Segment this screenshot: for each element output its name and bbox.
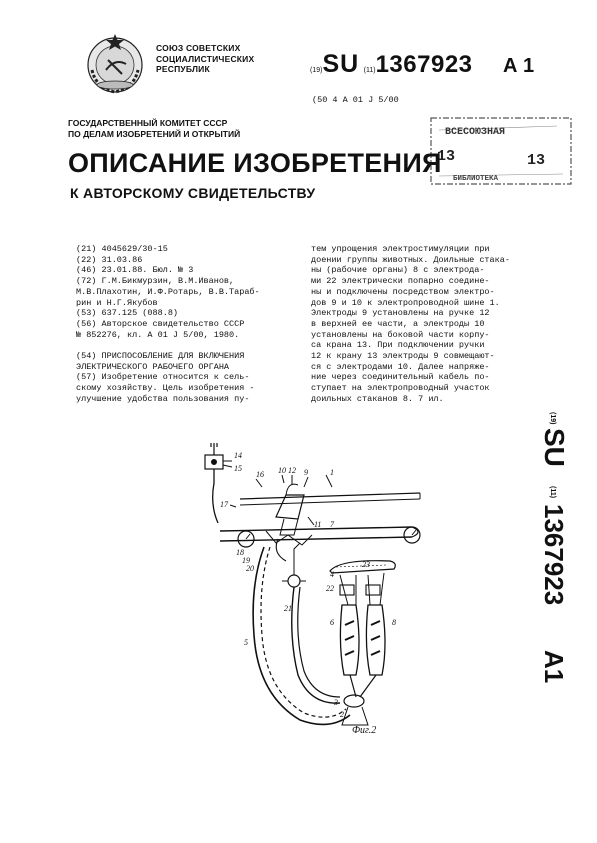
figure-label-7: 7 — [330, 520, 334, 529]
figure-label-8: 8 — [392, 618, 396, 627]
stamp-line-2: 13 — [437, 148, 456, 165]
figure-label-12: 12 — [288, 466, 296, 475]
publication-number — [310, 50, 534, 79]
abstract-line: доильных стаканов 8. 7 ил. — [311, 393, 444, 404]
figure-label-21: 21 — [284, 604, 292, 613]
figure-label-10: 10 — [278, 466, 286, 475]
figure-label-14: 14 — [234, 451, 242, 460]
figure-caption: Фиг.2 — [352, 725, 377, 736]
union-line: СОЦИАЛИСТИЧЕСКИХ — [156, 53, 255, 64]
patent-figure — [180, 435, 440, 740]
side-number-code: (11) — [549, 486, 556, 499]
abstract-line: ся с электродами 10. Далее напряже- — [311, 361, 490, 372]
stamp-line-1: ВСЕСОЮЗНАЯ — [445, 127, 506, 138]
union-line: РЕСПУБЛИК — [156, 64, 210, 74]
figure-label-22: 22 — [326, 584, 334, 593]
abstract-line: установлены на боковой части корпу- — [311, 329, 490, 340]
figure-label-17: 17 — [220, 500, 228, 509]
abstract-text — [311, 244, 551, 405]
document-title: ОПИСАНИЕ ИЗОБРЕТЕНИЯ — [68, 148, 442, 178]
stamp-line-3: 13 — [527, 152, 546, 169]
abstract-line: Электроды 9 установлены на ручке 12 — [311, 308, 490, 319]
figure-label-3: 3 — [334, 698, 338, 707]
biblio-line: № 852276, кл. А 01 J 5/00, 1980. — [76, 329, 240, 340]
figure-label-1: 1 — [330, 468, 334, 477]
committee-name — [68, 118, 240, 139]
figure-label-18: 18 — [236, 548, 244, 557]
biblio-line: улучшение удобства пользования пу- — [76, 393, 250, 404]
side-country: SU — [539, 428, 570, 467]
figure-label-16: 16 — [256, 470, 264, 479]
stamp-line-4: БИБЛИОТЕКА — [453, 175, 499, 183]
biblio-line: М.В.Плахотин, И.Ф.Ротарь, В.В.Тараб- — [76, 286, 260, 297]
figure-label-2: 2 — [340, 710, 344, 719]
figure-label-19: 19 — [242, 556, 250, 565]
biblio-line — [76, 340, 306, 351]
biblio-line: рин и Н.Г.Якубов — [76, 297, 158, 308]
biblio-line: (72) Г.М.Бикмурзин, В.М.Иванов, — [76, 276, 235, 287]
biblio-line: (56) Авторское свидетельство СССР — [76, 318, 245, 329]
biblio-line: (22) 31.03.86 — [76, 254, 143, 265]
committee-line: ГОСУДАРСТВЕННЫЙ КОМИТЕТ СССР — [68, 118, 228, 128]
abstract-line: ны и подключены посредством электро- — [311, 286, 495, 297]
figure-label-5: 5 — [244, 638, 248, 647]
biblio-line: (21) 4045629/30-15 — [76, 244, 168, 254]
document-subtitle: К АВТОРСКОМУ СВИДЕТЕЛЬСТВУ — [70, 185, 316, 201]
abstract-line: 12 к крану 13 электроды 9 совмещают- — [311, 351, 495, 362]
side-patent-number — [537, 400, 587, 720]
country: SU — [322, 50, 360, 78]
abstract-line: са крана 13. При подключении ручки — [311, 340, 485, 351]
biblio-line: (54) ПРИСПОСОБЛЕНИЕ ДЛЯ ВКЛЮЧЕНИЯ — [76, 351, 245, 362]
library-stamp — [425, 112, 575, 190]
committee-line: ПО ДЕЛАМ ИЗОБРЕТЕНИЙ И ОТКРЫТИЙ — [68, 128, 241, 139]
number-code-field: (11) — [363, 67, 376, 74]
biblio-line: (46) 23.01.88. Бюл. № 3 — [76, 265, 194, 276]
patent-number: 1367923 — [375, 51, 473, 78]
figure-label-6: 6 — [330, 618, 334, 627]
figure-label-9: 9 — [304, 468, 308, 477]
country-code-field: (19) — [310, 67, 323, 74]
figure-label-15: 15 — [234, 464, 242, 473]
kind-code: А 1 — [502, 55, 535, 77]
ipc-class: (50 4 А 01 J 5/00 — [312, 95, 399, 105]
bibliographic-data — [76, 244, 306, 405]
ussr-emblem-icon — [82, 30, 148, 96]
biblio-line: (57) Изобретение относится к сель- — [76, 372, 250, 383]
biblio-line: ЭЛЕКТРИЧЕСКОГО РАБОЧЕГО ОРГАНА — [76, 361, 230, 372]
side-patent-number-text: 1367923 — [539, 504, 569, 606]
union-name — [156, 43, 254, 75]
abstract-line: ми 22 электрически попарно соедине- — [311, 276, 490, 287]
side-kind: А1 — [539, 650, 569, 684]
abstract-line: ступает на электропроводный участок — [311, 383, 490, 394]
side-country-code: (19) — [549, 412, 556, 425]
abstract-line: ны (рабочие органы) 8 с электрода- — [311, 265, 485, 276]
biblio-line: скому хозяйству. Цель изобретения - — [76, 383, 255, 394]
abstract-line: тем упрощения электростимуляции при — [311, 244, 490, 254]
abstract-line: ние через соединительный кабель по- — [311, 372, 490, 383]
biblio-line: (53) 637.125 (088.8) — [76, 308, 179, 319]
abstract-line: дов 9 и 10 к электропроводной шине 1. — [311, 297, 500, 308]
figure-label-23: 23 — [362, 560, 370, 569]
union-line: СОЮЗ СОВЕТСКИХ — [156, 43, 241, 53]
abstract-line: в верхней ее части, а электроды 10 — [311, 318, 485, 329]
figure-label-20: 20 — [246, 564, 254, 573]
figure-label-11: 11 — [314, 520, 322, 529]
abstract-line: доении группы животных. Доильные стака- — [311, 254, 510, 265]
figure-label-4: 4 — [330, 570, 334, 579]
